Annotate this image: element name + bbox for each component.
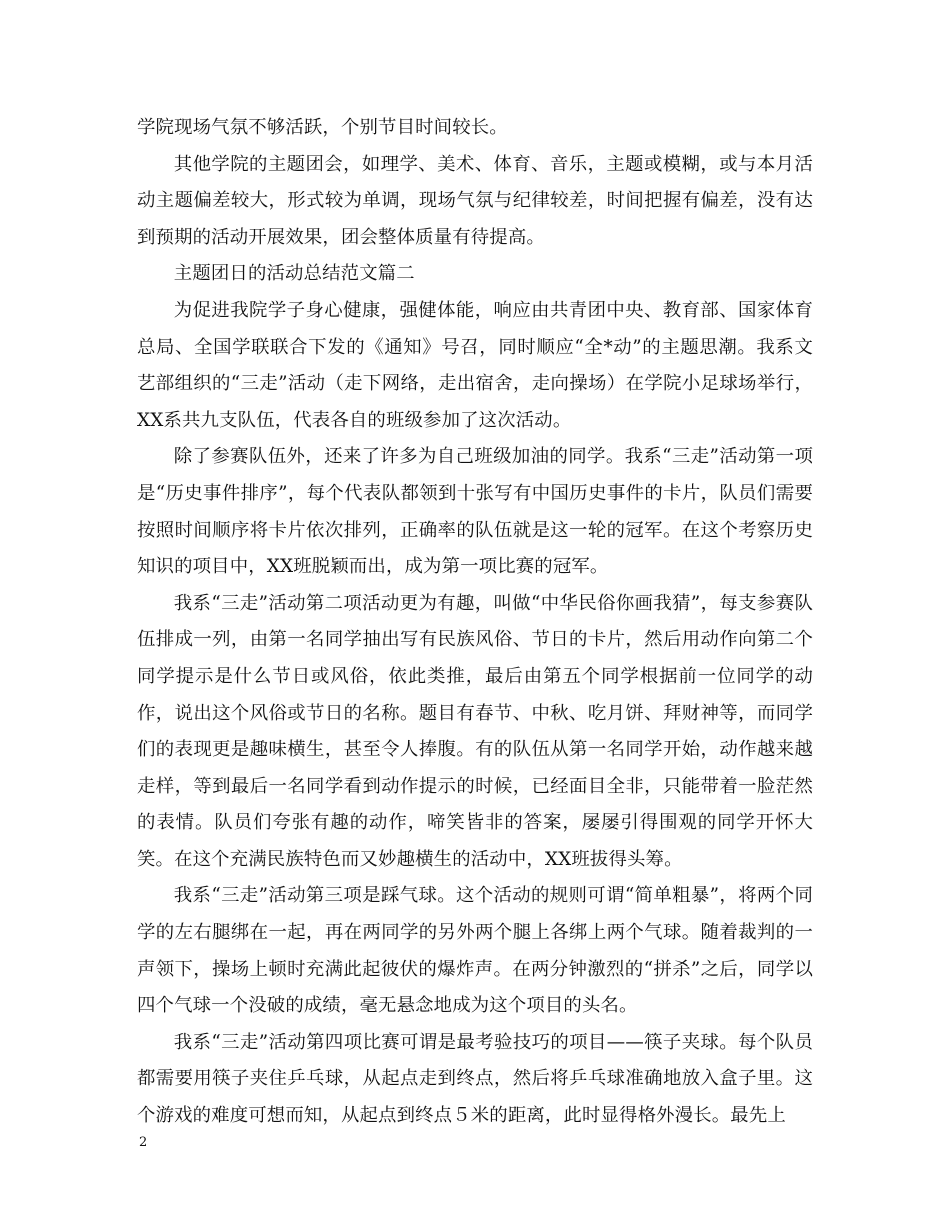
paragraph: 我系“三走”活动第四项比赛可谓是最考验技巧的项目——筷子夹球。每个队员都需要用筷子夹住乒乓球，从起点走到终点，然后将乒乓球准确地放入盒子里。这个游戏的难度可想而知，从起点到终点５米的距离，此时显得格外漫长。最先上 (137, 1031, 813, 1127)
section-heading: 主题团日的活动总结范文篇二 (173, 263, 415, 285)
paragraph: 学院现场气氛不够活跃，个别节目时间较长。 (137, 117, 508, 138)
paragraph: 我系“三走”活动第二项活动更为有趣，叫做“中华民俗你画我猜”，每支参赛队伍排成一列，由第一名同学抽出写有民族风俗、节日的卡片，然后用动作向第二个同学提示是什么节日或风俗，依此类推，最后由第五个同学根据前一位同学的动作，说出这个风俗或节日的名称。题目有春节、中秋、吃月饼、拜财神等，而同学们的表现更是趣味横生，甚至令人捧腹。有的队伍从第一名同学开始，动作越来越走样，等到最后一名同学看到动作提示的时候，已经面目全非，只能带着一脸茫然的表情。队员们夸张有趣的动作，啼笑皆非的答案，屡屡引得围观的同学开怀大笑。在这个充满民族特色而又妙趣横生的活动中，XX班拔得头筹。 (137, 592, 813, 870)
paragraph: 为促进我院学子身心健康，强健体能，响应由共青团中央、教育部、国家体育总局、全国学联联合下发的《通知》号召，同时顺应“全*动”的主题思潮。我系文艺部组织的“三走”活动（走下网络，走出宿舍，走向操场）在学院小足球场举行，XX系共九支队伍，代表各自的班级参加了这次活动。 (137, 299, 813, 431)
paragraph: 其他学院的主题团会，如理学、美术、体育、音乐，主题或模糊，或与本月活动主题偏差较大，形式较为单调，现场气氛与纪律较差，时间把握有偏差，没有达到预期的活动开展效果，团会整体质量有待提高。 (137, 153, 813, 248)
page-number: 2 (139, 1135, 148, 1150)
document-body (137, 110, 813, 1135)
paragraph: 我系“三走”活动第三项是踩气球。这个活动的规则可谓“简单粗暴”，将两个同学的左右腿绑在一起，再在两同学的另外两个腿上各绑上两个气球。随着裁判的一声领下，操场上顿时充满此起彼伏的爆炸声。在两分钟激烈的“拼杀”之后，同学以四个气球一个没破的成绩，毫无悬念地成为这个项目的头名。 (137, 885, 813, 1017)
paragraph: 除了参赛队伍外，还来了许多为自己班级加油的同学。我系“三走”活动第一项是“历史事件排序”，每个代表队都领到十张写有中国历史事件的卡片，队员们需要按照时间顺序将卡片依次排列，正确率的队伍就是这一轮的冠军。在这个考察历史知识的项目中，XX班脱颖而出，成为第一项比赛的冠军。 (137, 446, 813, 578)
